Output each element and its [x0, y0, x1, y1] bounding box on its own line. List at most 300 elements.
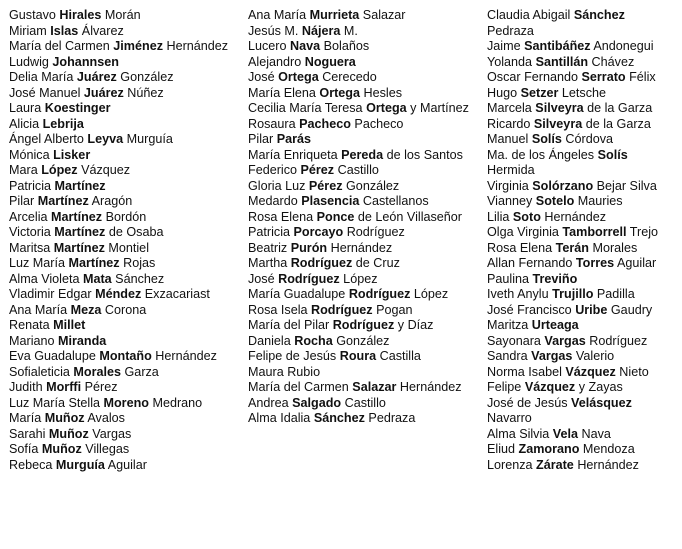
- surname: Vargas: [544, 333, 586, 348]
- surname: Muñoz: [48, 426, 89, 441]
- name-entry: [9, 318, 241, 334]
- second-surname: Hernández: [396, 380, 462, 394]
- given-name: Oscar Fernando: [487, 70, 582, 84]
- surname: Miranda: [58, 333, 107, 348]
- given-name: Manuel: [487, 132, 532, 146]
- surname: Vázquez: [565, 364, 616, 379]
- given-name: Alejandro: [248, 54, 305, 69]
- name-entry: [248, 396, 480, 412]
- name-entry: [248, 117, 480, 133]
- second-surname: Bordón: [102, 209, 147, 224]
- name-entry: [487, 210, 675, 226]
- second-surname: Aguilar: [104, 457, 147, 472]
- second-surname: Mauries: [574, 194, 623, 208]
- given-name: Sandra: [487, 349, 532, 363]
- name-entry: [248, 365, 480, 381]
- surname: Nava: [290, 39, 321, 53]
- second-surname: Castellanos: [359, 194, 429, 208]
- given-name: María Guadalupe: [248, 287, 349, 301]
- given-name: Alicia: [9, 116, 43, 131]
- given-name: Maura Rubio: [248, 364, 321, 379]
- name-entry: [9, 349, 241, 365]
- surname: Lisker: [53, 147, 91, 162]
- given-name: Beatriz: [248, 240, 291, 255]
- second-surname: Hernández: [163, 39, 229, 53]
- surname: Moreno: [103, 395, 149, 410]
- second-surname: Hernández: [151, 349, 217, 363]
- given-name: Eliud: [487, 442, 519, 456]
- name-entry: [9, 24, 241, 40]
- given-name: Norma Isabel: [487, 364, 566, 379]
- name-entry: [9, 396, 241, 412]
- name-entry: [9, 303, 241, 319]
- surname: Silveyra: [533, 116, 583, 131]
- name-entry: [487, 225, 675, 241]
- name-entry: [487, 132, 675, 148]
- second-surname: Letsche: [558, 85, 607, 100]
- surname: Martínez: [51, 209, 103, 224]
- given-name: Daniela: [248, 333, 295, 348]
- name-entry: [487, 194, 675, 210]
- name-entry: [248, 411, 480, 427]
- given-name: Claudia Abigail: [487, 8, 574, 22]
- second-surname: de la Garza: [582, 116, 651, 131]
- surname: Martínez: [54, 225, 106, 239]
- second-surname: Bejar Silva: [593, 178, 657, 193]
- second-surname: Valerio: [572, 349, 615, 363]
- given-name: Iveth Anylu: [487, 287, 553, 301]
- surname: Zamorano: [518, 442, 580, 456]
- second-surname: Mendoza: [579, 442, 635, 456]
- surname: Purón: [290, 240, 328, 255]
- surname: Juárez: [83, 85, 124, 100]
- surname: Rocha: [294, 333, 333, 348]
- surname: Murguía: [55, 457, 105, 472]
- second-surname: Castillo: [341, 395, 386, 410]
- second-surname: Pedraza: [487, 23, 534, 38]
- given-name: Ángel Alberto: [9, 132, 88, 146]
- given-name: Ma. de los Ángeles: [487, 147, 598, 162]
- given-name: Vladimir Edgar: [9, 287, 96, 301]
- name-entry: [248, 55, 480, 71]
- name-entry: [248, 380, 480, 396]
- name-entry: [487, 70, 675, 86]
- surname: Mata: [82, 271, 112, 286]
- surname: Soto: [512, 209, 541, 224]
- surname: Ortega: [366, 101, 407, 115]
- name-entry: [9, 132, 241, 148]
- name-entry: [248, 70, 480, 86]
- given-name: Ricardo: [487, 116, 534, 131]
- surname: Rodríguez: [311, 302, 373, 317]
- surname: Martínez: [37, 194, 89, 208]
- second-surname: González: [116, 70, 174, 84]
- second-surname: de Osaba: [105, 225, 164, 239]
- surname: Silveyra: [535, 101, 584, 115]
- surname: Martínez: [68, 256, 120, 270]
- name-entry: [487, 365, 675, 381]
- given-name: Yolanda: [487, 54, 536, 69]
- surname: Urteaga: [531, 318, 579, 332]
- given-name: Rosa Elena: [487, 240, 556, 255]
- surname: Millet: [53, 318, 86, 332]
- given-name: Federico: [248, 163, 301, 177]
- second-surname: Trejo: [626, 225, 659, 239]
- given-name: José Francisco: [487, 302, 576, 317]
- surname: Trujillo: [552, 287, 594, 301]
- given-name: Rebeca: [9, 457, 56, 472]
- surname: Velásquez: [571, 395, 632, 410]
- surname: Vargas: [531, 349, 573, 363]
- second-surname: y Zayas: [575, 380, 623, 394]
- given-name: Cecilia María Teresa: [248, 101, 367, 115]
- given-name: Miriam: [9, 23, 51, 38]
- surname: Martínez: [53, 240, 105, 255]
- names-column-3: [487, 8, 675, 473]
- surname: Pérez: [308, 178, 343, 193]
- given-name: Paulina: [487, 271, 533, 286]
- second-surname: Nieto: [615, 364, 649, 379]
- given-name: María Elena: [248, 85, 320, 100]
- given-name: Luz María: [9, 256, 69, 270]
- given-name: Alma Idalia: [248, 411, 314, 425]
- second-surname: Chávez: [588, 54, 635, 69]
- surname: Porcayo: [293, 225, 344, 239]
- surname: Murrieta: [309, 8, 360, 22]
- second-surname: Avalos: [84, 411, 125, 425]
- name-entry: [9, 225, 241, 241]
- name-entry: [487, 303, 675, 319]
- name-entry: [9, 272, 241, 288]
- given-name: Alma Violeta: [9, 271, 83, 286]
- name-entry: [487, 334, 675, 350]
- name-entry: [248, 256, 480, 272]
- surname: Sánchez: [313, 411, 365, 425]
- second-surname: de León Villaseñor: [354, 209, 463, 224]
- name-entry: [9, 86, 241, 102]
- second-surname: Hermida: [487, 163, 535, 177]
- name-entry: [248, 148, 480, 164]
- second-surname: Morán: [101, 8, 141, 22]
- given-name: Andrea: [248, 395, 293, 410]
- second-surname: Álvarez: [78, 23, 124, 38]
- name-entry: [248, 8, 480, 24]
- name-entry: [9, 55, 241, 71]
- given-name: Rosa Elena: [248, 209, 317, 224]
- name-entry: [487, 287, 675, 303]
- name-entry: [487, 39, 675, 55]
- given-name: Pilar: [248, 132, 277, 146]
- given-name: Felipe: [487, 380, 525, 394]
- second-surname: Corona: [101, 302, 147, 317]
- second-surname: Pérez: [81, 380, 118, 394]
- second-surname: González: [332, 333, 390, 348]
- name-entry: [9, 334, 241, 350]
- given-name: Jaime: [487, 39, 525, 53]
- given-name: Medardo: [248, 194, 302, 208]
- surname: Salazar: [352, 380, 397, 394]
- name-entry: [9, 365, 241, 381]
- second-surname: de la Garza: [583, 101, 653, 115]
- second-surname: Bolaños: [320, 39, 370, 53]
- name-entry: [248, 210, 480, 226]
- given-name: Sofialeticia: [9, 364, 74, 379]
- name-entry: [487, 179, 675, 195]
- given-name: Victoria: [9, 225, 55, 239]
- name-entry: [487, 442, 675, 458]
- surname: Hirales: [59, 8, 102, 22]
- given-name: Lucero: [248, 39, 291, 53]
- second-surname: M.: [340, 23, 358, 38]
- surname: Salgado: [292, 395, 342, 410]
- given-name: Lorenza: [487, 457, 537, 472]
- surname: Morales: [73, 364, 122, 379]
- second-surname: Castillo: [334, 163, 379, 177]
- given-name: Jesús M.: [248, 23, 302, 38]
- name-entry: [248, 39, 480, 55]
- second-surname: Hernández: [327, 240, 393, 255]
- given-name: Hugo: [487, 85, 521, 100]
- name-entry: [487, 86, 675, 102]
- second-surname: López: [339, 271, 378, 286]
- second-surname: Pedraza: [364, 411, 416, 425]
- name-entry: [9, 380, 241, 396]
- name-entry: [248, 179, 480, 195]
- name-entry: [487, 272, 675, 288]
- surname: Koestinger: [44, 101, 111, 115]
- second-surname: y Díaz: [394, 318, 434, 332]
- second-surname: Garza: [121, 364, 159, 379]
- second-surname: Salazar: [359, 8, 406, 22]
- given-name: José Manuel: [9, 85, 84, 100]
- surname: Noguera: [304, 54, 356, 69]
- second-surname: Pogan: [372, 302, 413, 317]
- name-entry: [9, 70, 241, 86]
- name-entry: [487, 148, 675, 179]
- second-surname: Aguilar: [614, 256, 657, 270]
- surname: Santibáñez: [524, 39, 591, 53]
- given-name: Mónica: [9, 147, 54, 162]
- name-entry: [487, 8, 675, 39]
- name-entry: [487, 458, 675, 474]
- second-surname: Montiel: [104, 240, 149, 255]
- surname: Muñoz: [41, 442, 82, 456]
- given-name: Gustavo: [9, 8, 60, 22]
- given-name: José: [248, 271, 279, 286]
- second-surname: Navarro: [487, 411, 532, 425]
- name-entry: [9, 163, 241, 179]
- name-entry: [9, 210, 241, 226]
- name-entry: [9, 458, 241, 474]
- second-surname: Hernández: [573, 457, 639, 472]
- given-name: Luz María Stella: [9, 395, 104, 410]
- second-surname: Castilla: [376, 349, 421, 363]
- name-entry: [9, 101, 241, 117]
- given-name: Renata: [9, 318, 54, 332]
- given-name: Rosa Isela: [248, 302, 311, 317]
- name-entry: [9, 8, 241, 24]
- surname: Ortega: [278, 70, 319, 84]
- surname: Pereda: [341, 147, 384, 162]
- surname: Uribe: [575, 302, 608, 317]
- surname: Santillán: [535, 54, 589, 69]
- given-name: Vianney: [487, 194, 536, 208]
- given-name: Marcela: [487, 101, 536, 115]
- second-surname: Medrano: [148, 395, 203, 410]
- name-entry: [9, 148, 241, 164]
- given-name: Arcelia: [9, 209, 51, 224]
- name-entry: [487, 101, 675, 117]
- second-surname: Núñez: [123, 85, 164, 100]
- surname: Jiménez: [113, 39, 163, 53]
- second-surname: Gaudry: [607, 302, 653, 317]
- given-name: Ana María: [248, 8, 310, 22]
- surname: Solís: [597, 147, 628, 162]
- name-entry: [487, 396, 675, 427]
- surname: Torres: [575, 256, 615, 270]
- surname: Parás: [276, 132, 312, 146]
- given-name: Virginia: [487, 178, 533, 193]
- given-name: Laura: [9, 101, 45, 115]
- given-name: Ludwig: [9, 54, 53, 69]
- name-entry: [9, 427, 241, 443]
- surname: Zárate: [536, 457, 574, 472]
- surname: Serrato: [581, 70, 626, 84]
- given-name: Olga Virginia: [487, 225, 563, 239]
- given-name: Allan Fernando: [487, 256, 576, 270]
- surname: Vela: [552, 426, 579, 441]
- surname: Solís: [531, 132, 562, 146]
- second-surname: Villegas: [81, 442, 130, 456]
- given-name: María: [9, 411, 45, 425]
- second-surname: de Cruz: [352, 256, 400, 270]
- surname: Tamborrell: [562, 225, 627, 239]
- second-surname: y Martínez: [406, 101, 469, 115]
- names-column-2: [248, 8, 480, 427]
- given-name: Lilia: [487, 209, 513, 224]
- second-surname: Nava: [578, 426, 611, 441]
- name-entry: [9, 117, 241, 133]
- given-name: María del Carmen: [248, 380, 353, 394]
- surname: Roura: [339, 349, 377, 363]
- name-entry: [487, 55, 675, 71]
- second-surname: de los Santos: [383, 147, 463, 162]
- surname: Sotelo: [535, 194, 575, 208]
- given-name: Sofía: [9, 442, 42, 456]
- second-surname: Vázquez: [77, 163, 131, 177]
- name-entry: [487, 117, 675, 133]
- second-surname: Sánchez: [111, 271, 165, 286]
- names-column-1: [9, 8, 241, 473]
- second-surname: Murguía: [123, 132, 173, 146]
- given-name: Patricia: [9, 178, 55, 193]
- surname: Lebrija: [42, 116, 84, 131]
- name-entry: [9, 287, 241, 303]
- surname: Rodríguez: [332, 318, 395, 332]
- given-name: Maritza: [487, 318, 532, 332]
- surname: Muñoz: [44, 411, 85, 425]
- second-surname: Cerecedo: [318, 70, 377, 84]
- second-surname: López: [410, 287, 449, 301]
- second-surname: Córdova: [561, 132, 614, 146]
- surname: Méndez: [95, 287, 142, 301]
- surname: Solórzano: [532, 178, 594, 193]
- name-entry: [248, 349, 480, 365]
- second-surname: Hernández: [540, 209, 606, 224]
- name-entry: [9, 39, 241, 55]
- surname: Rodríguez: [290, 256, 353, 270]
- surname: Treviño: [532, 271, 578, 286]
- surname: Ponce: [316, 209, 355, 224]
- given-name: Ana María: [9, 302, 71, 317]
- name-entry: [9, 256, 241, 272]
- surname: Nájera: [301, 23, 341, 38]
- given-name: Judith: [9, 380, 47, 394]
- name-entry: [248, 272, 480, 288]
- given-name: José: [248, 70, 279, 84]
- surname: Rodríguez: [278, 271, 340, 286]
- given-name: Sarahi: [9, 426, 49, 441]
- given-name: Alma Silvia: [487, 426, 553, 441]
- name-entry: [248, 86, 480, 102]
- surname: Montaño: [99, 349, 152, 363]
- name-entry: [487, 241, 675, 257]
- name-entry: [248, 241, 480, 257]
- second-surname: Félix: [625, 70, 656, 84]
- surname: Islas: [50, 23, 79, 38]
- surname: Rodríguez: [348, 287, 411, 301]
- given-name: María del Pilar: [248, 318, 333, 332]
- name-entry: [487, 349, 675, 365]
- name-entry: [248, 24, 480, 40]
- name-entry: [248, 132, 480, 148]
- second-surname: Pacheco: [350, 116, 404, 131]
- surname: Terán: [555, 240, 589, 255]
- surname: Juárez: [76, 70, 117, 84]
- given-name: Felipe de Jesús: [248, 349, 340, 363]
- surname: Vázquez: [524, 380, 576, 394]
- given-name: Maritsa: [9, 240, 54, 255]
- surname: Johannsen: [52, 54, 119, 69]
- given-name: Sayonara: [487, 333, 545, 348]
- given-name: José de Jesús: [487, 395, 572, 410]
- name-entry: [248, 334, 480, 350]
- name-entry: [248, 303, 480, 319]
- name-entry: [487, 256, 675, 272]
- given-name: Pilar: [9, 194, 38, 208]
- surname: Martínez: [54, 178, 106, 193]
- given-name: María Enriqueta: [248, 147, 342, 162]
- surname: Sánchez: [573, 8, 625, 22]
- second-surname: Morales: [588, 240, 638, 255]
- surname: Pacheco: [299, 116, 351, 131]
- second-surname: Hesles: [360, 85, 402, 100]
- given-name: Mara: [9, 163, 42, 177]
- second-surname: González: [342, 178, 400, 193]
- surname: Ortega: [319, 85, 360, 100]
- second-surname: Rodríguez: [585, 333, 648, 348]
- given-name: Delia María: [9, 70, 77, 84]
- name-entry: [248, 225, 480, 241]
- surname: Setzer: [520, 85, 559, 100]
- name-entry: [248, 194, 480, 210]
- given-name: Eva Guadalupe: [9, 349, 100, 363]
- name-entry: [9, 241, 241, 257]
- name-entry: [9, 179, 241, 195]
- second-surname: Rojas: [119, 256, 156, 270]
- given-name: Gloria Luz: [248, 178, 309, 193]
- name-entry: [9, 194, 241, 210]
